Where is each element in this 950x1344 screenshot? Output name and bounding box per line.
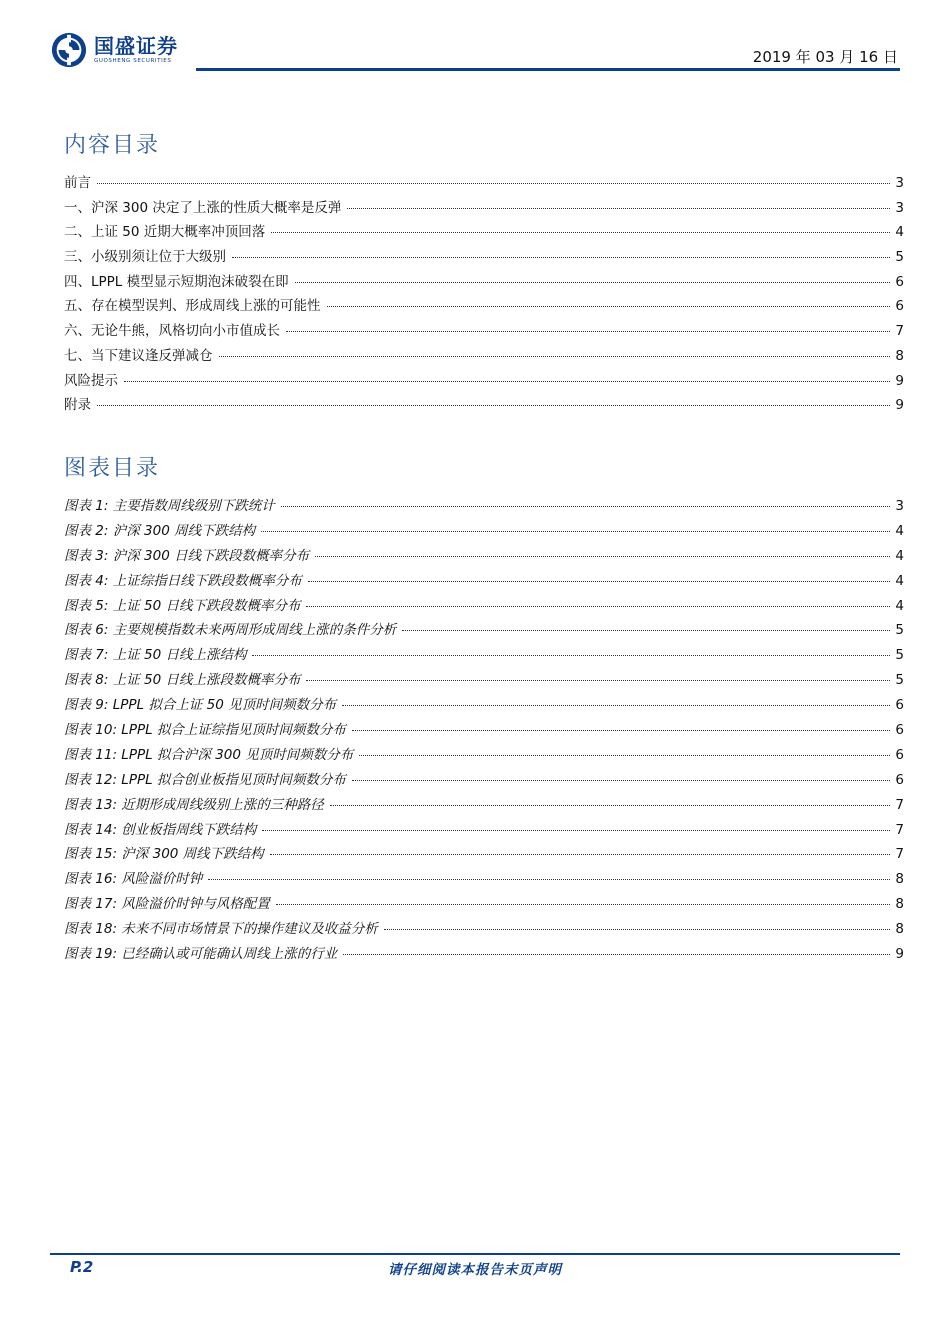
- figure-entry-label[interactable]: 图表 8: 上证 50 日线上涨段数概率分布: [64, 672, 301, 689]
- figures-list: [64, 494, 904, 967]
- dot-leader: [295, 282, 890, 283]
- figure-entry-label[interactable]: 图表 15: 沪深 300 周线下跌结构: [64, 846, 264, 863]
- figure-entry[interactable]: [64, 768, 904, 793]
- header-divider: [196, 68, 900, 71]
- dot-leader: [286, 331, 890, 332]
- figure-entry-label[interactable]: 图表 16: 风险溢价时钟: [64, 871, 203, 888]
- figure-entry[interactable]: [64, 842, 904, 867]
- figures-heading: 图表目录: [64, 456, 161, 481]
- figure-entry[interactable]: [64, 892, 904, 917]
- dot-leader: [276, 904, 890, 905]
- dot-leader: [330, 805, 890, 806]
- toc-entry[interactable]: [64, 344, 904, 369]
- figure-entry[interactable]: [64, 818, 904, 843]
- figure-entry[interactable]: [64, 643, 904, 668]
- figure-entry-label[interactable]: 图表 7: 上证 50 日线上涨结构: [64, 647, 247, 664]
- toc-list: [64, 171, 904, 418]
- figure-entry[interactable]: [64, 544, 904, 569]
- dot-leader: [342, 705, 890, 706]
- dot-leader: [359, 755, 890, 756]
- toc-entry[interactable]: [64, 319, 904, 344]
- figure-entry-page[interactable]: 6: [895, 746, 904, 763]
- figure-entry[interactable]: [64, 718, 904, 743]
- dot-leader: [402, 630, 890, 631]
- dot-leader: [281, 506, 890, 507]
- page-header: [50, 30, 900, 72]
- toc-entry-page[interactable]: 6: [895, 273, 904, 290]
- figure-entry-page[interactable]: 4: [895, 572, 904, 589]
- dot-leader: [306, 680, 890, 681]
- toc-heading: 内容目录: [64, 133, 161, 158]
- toc-entry-label[interactable]: 三、小级别须让位于大级别: [64, 249, 226, 266]
- figure-entry[interactable]: [64, 668, 904, 693]
- dot-leader: [124, 381, 890, 382]
- toc-entry[interactable]: [64, 294, 904, 319]
- figure-entry-page[interactable]: 8: [895, 871, 904, 888]
- figure-entry-page[interactable]: 5: [895, 647, 904, 664]
- toc-entry-page[interactable]: 9: [895, 397, 904, 414]
- toc-entry-label[interactable]: 七、当下建议逢反弹减仓: [64, 347, 213, 364]
- dot-leader: [219, 356, 891, 357]
- figure-entry[interactable]: [64, 569, 904, 594]
- toc-entry-label[interactable]: 四、LPPL 模型显示短期泡沫破裂在即: [64, 273, 289, 290]
- figure-entry-label[interactable]: 图表 17: 风险溢价时钟与风格配置: [64, 896, 270, 913]
- figure-entry-label[interactable]: 图表 13: 近期形成周线级别上涨的三种路径: [64, 796, 324, 813]
- figure-entry-page[interactable]: 6: [895, 697, 904, 714]
- figure-entry-label[interactable]: 图表 6: 主要规模指数未来两周形成周线上涨的条件分析: [64, 622, 397, 639]
- dot-leader: [262, 830, 890, 831]
- dot-leader: [97, 183, 890, 184]
- dot-leader: [352, 780, 890, 781]
- toc-entry-label[interactable]: 二、上证 50 近期大概率冲顶回落: [64, 224, 266, 241]
- dot-leader: [306, 606, 890, 607]
- figure-entry-page[interactable]: 7: [895, 821, 904, 838]
- figure-entry-label[interactable]: 图表 4: 上证综指日线下跌段数概率分布: [64, 572, 302, 589]
- dot-leader: [343, 954, 890, 955]
- figure-entry[interactable]: [64, 917, 904, 942]
- dot-leader: [270, 854, 890, 855]
- figure-entry[interactable]: [64, 942, 904, 967]
- toc-entry-page[interactable]: 8: [895, 347, 904, 364]
- figure-entry[interactable]: [64, 594, 904, 619]
- dot-leader: [232, 257, 890, 258]
- figure-entry-page[interactable]: 8: [895, 921, 904, 938]
- figure-entry-page[interactable]: 4: [895, 597, 904, 614]
- figure-entry-page[interactable]: 6: [895, 771, 904, 788]
- toc-entry[interactable]: [64, 393, 904, 418]
- toc-entry-label[interactable]: 风险提示: [64, 372, 118, 389]
- toc-entry-page[interactable]: 5: [895, 249, 904, 266]
- toc-entry-page[interactable]: 3: [895, 199, 904, 216]
- toc-entry[interactable]: [64, 369, 904, 394]
- disclaimer-note: 请仔细阅读本报告末页声明: [388, 1262, 562, 1278]
- dot-leader: [97, 405, 890, 406]
- toc-entry[interactable]: [64, 245, 904, 270]
- dot-leader: [308, 581, 890, 582]
- figure-entry-page[interactable]: 4: [895, 522, 904, 539]
- company-logo: [50, 30, 178, 70]
- dot-leader: [327, 306, 891, 307]
- figure-entry-label[interactable]: 图表 11: LPPL 拟合沪深 300 见顶时间频数分布: [64, 746, 354, 763]
- toc-entry-label[interactable]: 六、无论牛熊，风格切向小市值成长: [64, 323, 280, 340]
- figure-entry-label[interactable]: 图表 2: 沪深 300 周线下跌结构: [64, 522, 256, 539]
- guosheng-logo-icon: [50, 31, 88, 69]
- figure-entry[interactable]: [64, 793, 904, 818]
- figure-entry-label[interactable]: 图表 9: LPPL 拟合上证 50 见顶时间频数分布: [64, 697, 337, 714]
- figure-entry-page[interactable]: 6: [895, 722, 904, 739]
- figure-entry-page[interactable]: 3: [895, 498, 904, 514]
- toc-entry-page[interactable]: 6: [895, 298, 904, 315]
- figure-entry-label[interactable]: 图表 19: 已经确认或可能确认周线上涨的行业: [64, 946, 338, 963]
- dot-leader: [261, 531, 890, 532]
- dot-leader: [384, 929, 890, 930]
- figure-entry-label[interactable]: 图表 5: 上证 50 日线下跌段数概率分布: [64, 597, 301, 614]
- dot-leader: [352, 730, 890, 731]
- figure-entry[interactable]: [64, 867, 904, 892]
- figure-entry-label[interactable]: 图表 14: 创业板指周线下跌结构: [64, 821, 257, 838]
- figure-entry-page[interactable]: 8: [895, 896, 904, 913]
- figure-entry-page[interactable]: 4: [895, 547, 904, 564]
- report-date: 2019 年 03 月 16 日: [752, 48, 898, 66]
- toc-entry[interactable]: [64, 171, 904, 196]
- toc-entry-label[interactable]: 前言: [64, 175, 91, 191]
- toc-entry[interactable]: [64, 196, 904, 221]
- figure-entry[interactable]: [64, 618, 904, 643]
- figure-entry[interactable]: [64, 743, 904, 768]
- logo-english-name: GUOSHENG SECURITIES: [94, 57, 172, 64]
- dot-leader: [208, 879, 890, 880]
- figure-entry-page[interactable]: 9: [895, 946, 904, 963]
- toc-entry[interactable]: [64, 270, 904, 295]
- figure-entry[interactable]: [64, 693, 904, 718]
- toc-entry-page[interactable]: 7: [895, 323, 904, 340]
- dot-leader: [252, 655, 890, 656]
- dot-leader: [315, 556, 890, 557]
- figure-entry-page[interactable]: 7: [895, 846, 904, 863]
- dot-leader: [271, 232, 890, 233]
- figure-entry[interactable]: [64, 494, 904, 519]
- figure-entry-page[interactable]: 7: [895, 796, 904, 813]
- figure-entry-label[interactable]: 图表 12: LPPL 拟合创业板指见顶时间频数分布: [64, 771, 346, 788]
- page-number: P.2: [70, 1258, 94, 1276]
- toc-entry-label[interactable]: 五、存在模型误判、形成周线上涨的可能性: [64, 298, 321, 315]
- figure-entry[interactable]: [64, 519, 904, 544]
- toc-entry-label[interactable]: 一、沪深 300 决定了上涨的性质大概率是反弹: [64, 199, 342, 216]
- toc-entry[interactable]: [64, 220, 904, 245]
- figure-entry-label[interactable]: 图表 3: 沪深 300 日线下跌段数概率分布: [64, 547, 310, 564]
- toc-entry-label[interactable]: 附录: [64, 397, 91, 414]
- footer-divider: [50, 1253, 900, 1255]
- toc-entry-page[interactable]: 4: [895, 224, 904, 241]
- figure-entry-label[interactable]: 图表 10: LPPL 拟合上证综指见顶时间频数分布: [64, 722, 346, 739]
- toc-entry-page[interactable]: 9: [895, 372, 904, 389]
- figure-entry-page[interactable]: 5: [895, 672, 904, 689]
- logo-chinese-name: 国盛证券: [94, 33, 178, 58]
- figure-entry-page[interactable]: 5: [895, 622, 904, 639]
- dot-leader: [347, 208, 890, 209]
- figure-entry-label[interactable]: 图表 18: 未来不同市场情景下的操作建议及收益分析: [64, 921, 378, 938]
- figure-entry-label[interactable]: 图表 1: 主要指数周线级别下跌统计: [64, 498, 275, 514]
- toc-entry-page[interactable]: 3: [895, 175, 904, 191]
